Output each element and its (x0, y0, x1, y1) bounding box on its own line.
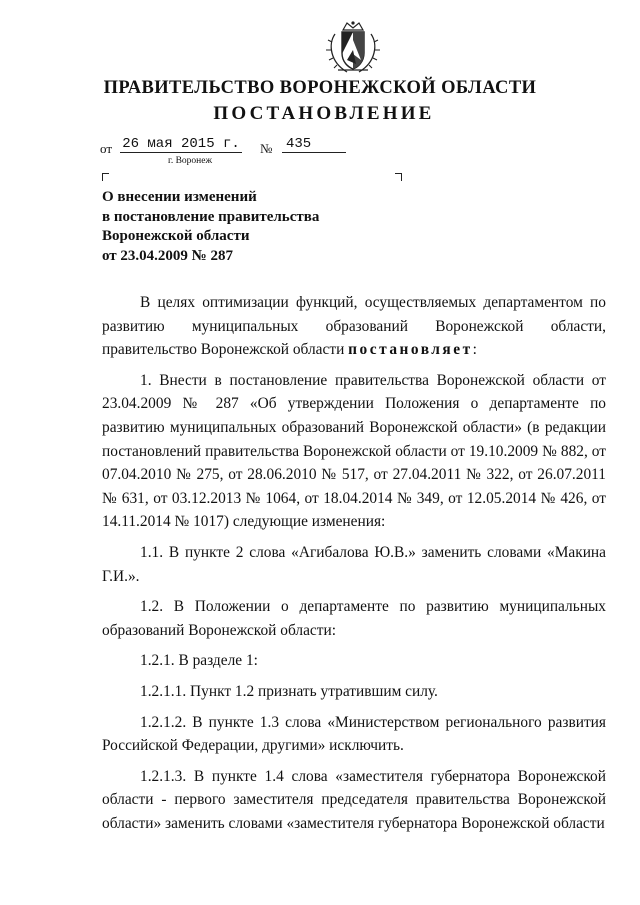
organization-title: ПРАВИТЕЛЬСТВО ВОРОНЕЖСКОЙ ОБЛАСТИ (103, 78, 537, 98)
preamble-text: В целях оптимизации функций, осуществляемых департаментом по развитию муниципальных образований Воронежской области, правительство Воронежской области (102, 294, 606, 359)
corner-bracket-left (102, 173, 109, 181)
subject-line: от 23.04.2009 № 287 (102, 247, 233, 264)
body-paragraph: 1.2. В Положении о департаменте по развитию муниципальных образований Воронежской области: (102, 598, 606, 639)
body-paragraph: 1.1. В пункте 2 слова «Агибалова Ю.В.» заменить словами «Макина Г.И.». (102, 543, 606, 585)
corner-bracket-right (395, 173, 402, 181)
subject-line: Воронежской области (102, 228, 250, 244)
preamble-paragraph (102, 291, 606, 362)
document-body (102, 291, 606, 835)
subject-line: в постановление правительства (102, 208, 320, 225)
subject-line: О внесении изменений (102, 189, 257, 205)
number-prefix: № (260, 141, 273, 156)
body-paragraph: 1. Внести в постановление правительства Воронежской области от 23.04.2009 № 287 «Об утверждении Положения о департаменте по развитию муниципальных образований Воронежской области» (в редакции постановлений правительства Воронежской области от 19.10.2009 № 882, от 07.04.2010 № 275, от 28.06.2010 № 517, от 27.04.2011 № 322, от 26.07.2011 № 631, от 03.12.2013 № 1064, от 18.04.2014 № 349, от 12.05.2014 № 426, от 14.11.2014 № 1017) следующие изменения: (102, 371, 606, 531)
city-label: г. Воронеж (168, 156, 213, 166)
document-type-title: ПОСТАНОВЛЕНИЕ (213, 103, 435, 124)
body-paragraph: 1.2.1.2. В пункте 1.3 слова «Министерством регионального развития Российской Федерации, другими» исключить. (102, 713, 606, 755)
coat-of-arms-icon (323, 20, 383, 76)
date-prefix: от (100, 141, 113, 156)
document-number: 435 (282, 136, 346, 153)
decree-colon: : (472, 341, 477, 359)
document-subject (102, 188, 362, 266)
body-paragraph: 1.2.1.1. Пункт 1.2 признать утратившим силу. (140, 682, 438, 700)
body-paragraph: 1.2.1. В разделе 1: (140, 652, 258, 670)
document-date: 26 мая 2015 г. (120, 136, 242, 153)
body-paragraph: 1.2.1.3. В пункте 1.4 слова «заместителя губернатора Воронежской области - первого заместителя председателя правительства Воронежской области» заменить словами «заместителя губернатора Воронежской области (102, 767, 606, 832)
decree-word: постановляет (348, 341, 473, 359)
